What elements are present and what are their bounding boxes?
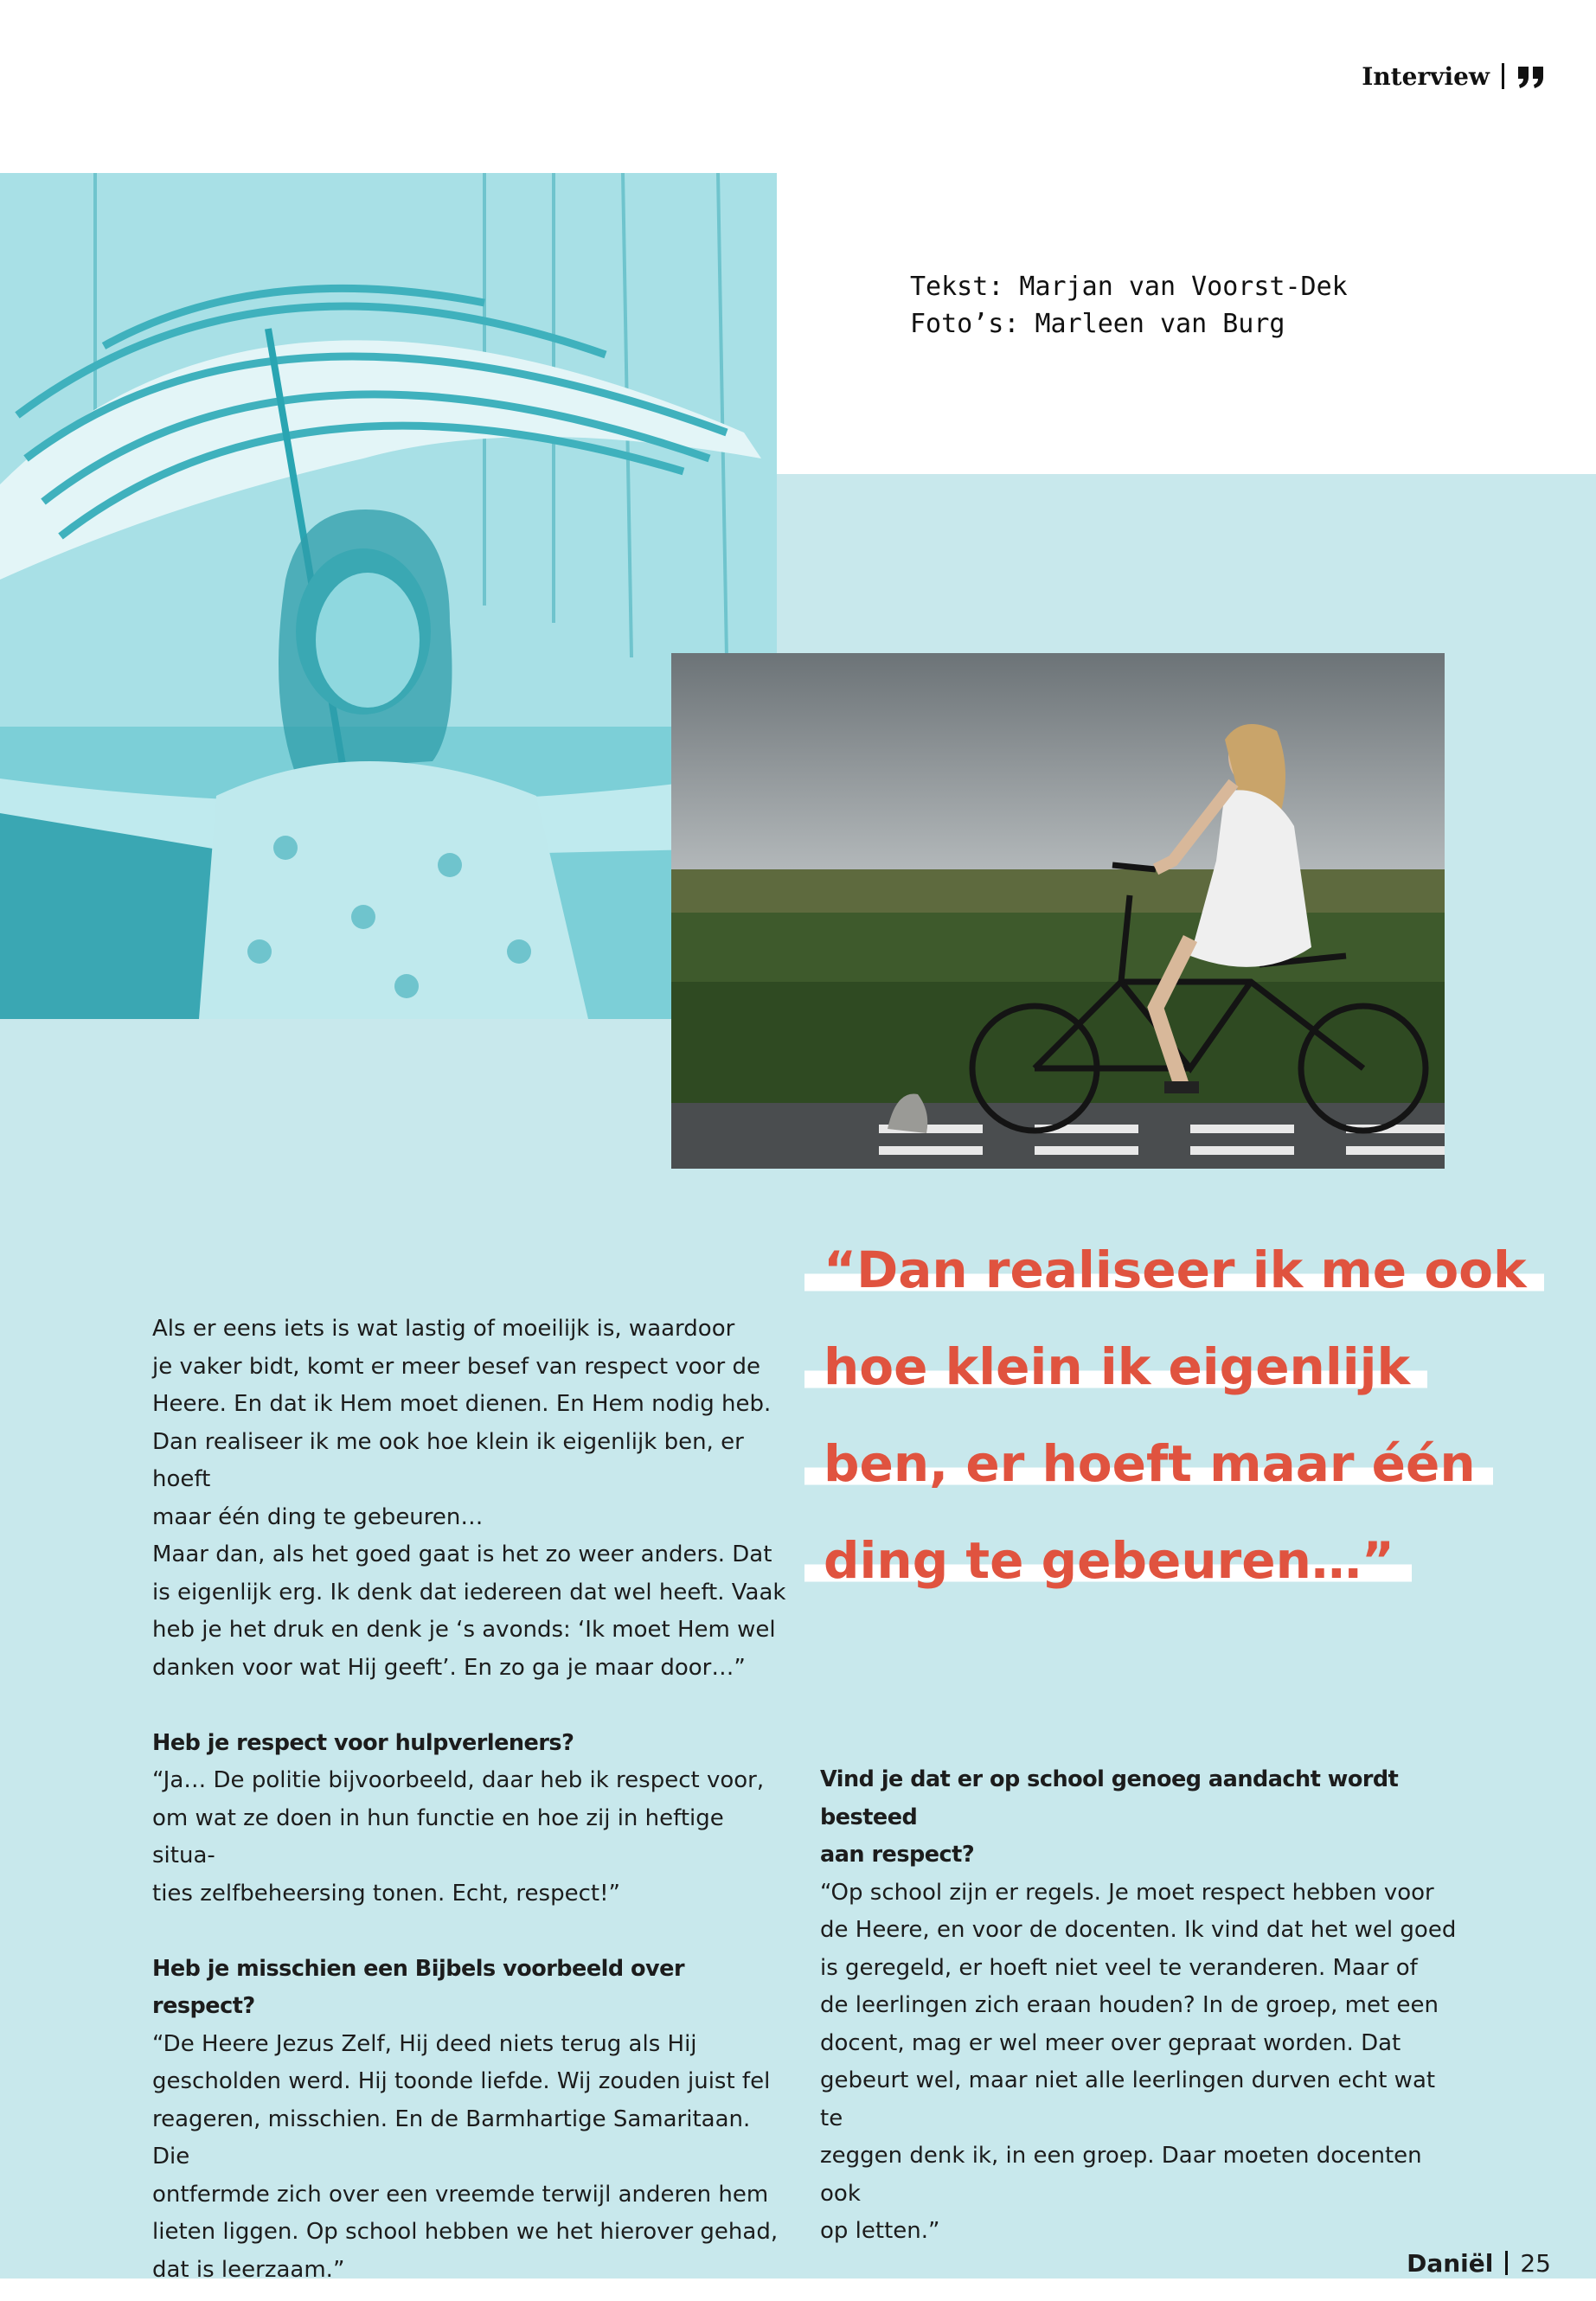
body-line: “Ja… De politie bijvoorbeeld, daar heb ik respect voor,	[152, 1767, 765, 1793]
pull-quote	[804, 1239, 1527, 1626]
interview-question: Heb je respect voor hulpverleners?	[152, 1729, 574, 1756]
footer-divider	[1505, 2251, 1508, 2275]
body-line: maar één ding te gebeuren…	[152, 1503, 484, 1530]
interview-question: aan respect?	[820, 1842, 975, 1868]
body-line: gescholden werd. Hij toonde liefde. Wij zouden juist fel	[152, 2068, 771, 2094]
body-line: lieten liggen. Op school hebben we het hierover gehad,	[152, 2219, 779, 2245]
pull-quote-text: “Dan realiseer ik me ook	[804, 1239, 1544, 1301]
body-line: ties zelfbeheersing tonen. Echt, respect!”	[152, 1880, 620, 1907]
body-line: reageren, misschien. En de Barmhartige Samaritaan. Die	[152, 2106, 751, 2170]
pull-quote-line	[804, 1529, 1497, 1626]
pull-quote-text: hoe klein ik eigenlijk	[804, 1336, 1427, 1398]
body-line: de Heere, en voor de docenten. Ik vind dat het wel goed	[820, 1917, 1457, 1943]
photo-girl-with-umbrella	[0, 173, 777, 1019]
left-text-column	[152, 1311, 792, 2289]
body-line: danken voor wat Hij geeft’. En zo ga je maar door…”	[152, 1654, 746, 1681]
photo-credit: Foto’s: Marleen van Burg	[910, 309, 1285, 339]
body-line: zeggen denk ik, in een groep. Daar moeten docenten ook	[820, 2143, 1422, 2207]
body-line: is geregeld, er hoeft niet veel te veranderen. Maar of	[820, 1954, 1418, 1981]
section-label: Interview	[1362, 61, 1490, 91]
header-divider	[1502, 63, 1504, 89]
text-credit: Tekst: Marjan van Voorst-Dek	[910, 272, 1348, 302]
page-number: 25	[1520, 2248, 1551, 2278]
body-line: Dan realiseer ik me ook hoe klein ik eigenlijk ben, er hoeft	[152, 1428, 744, 1492]
body-line: Maar dan, als het goed gaat is het zo weer anders. Dat	[152, 1541, 772, 1567]
page-header	[1362, 57, 1546, 95]
body-line: “Op school zijn er regels. Je moet respect hebben voor	[820, 1879, 1434, 1906]
pull-quote-line	[804, 1336, 1497, 1433]
pull-quote-line	[804, 1239, 1527, 1336]
body-line: ontfermde zich over een vreemde terwijl anderen hem	[152, 2181, 769, 2208]
body-line: op letten.”	[820, 2218, 940, 2244]
pull-quote-text: ben, er hoeft maar één	[804, 1433, 1493, 1495]
photo-girl-on-bicycle	[671, 653, 1445, 1169]
interview-question: Heb je misschien een Bijbels voorbeeld over respect?	[152, 1955, 685, 2019]
body-line: Als er eens iets is wat lastig of moeilijk is, waardoor	[152, 1316, 735, 1342]
body-line: om wat ze doen in hun functie en hoe zij in heftige situa-	[152, 1804, 724, 1868]
body-line: docent, mag er wel meer over gepraat worden. Dat	[820, 2029, 1401, 2056]
body-line: is eigenlijk erg. Ik denk dat iedereen dat wel heeft. Vaak	[152, 1579, 786, 1606]
interview-question: Vind je dat er op school genoeg aandacht wordt besteed	[820, 1766, 1399, 1830]
magazine-name: Daniël	[1407, 2248, 1494, 2278]
quote-mark-icon	[1516, 63, 1546, 89]
body-line: dat is leerzaam.”	[152, 2256, 345, 2283]
body-line: heb je het druk en denk je ‘s avonds: ‘Ik moet Hem wel	[152, 1617, 776, 1643]
body-line: Heere. En dat ik Hem moet dienen. En Hem nodig heb.	[152, 1391, 772, 1417]
article-credits	[910, 268, 1348, 343]
pull-quote-line	[804, 1433, 1497, 1529]
body-line: de leerlingen zich eraan houden? In de groep, met een	[820, 1992, 1439, 2018]
pull-quote-text: ding te gebeuren…”	[804, 1529, 1412, 1592]
body-line: gebeurt wel, maar niet alle leerlingen durven echt wat te	[820, 2067, 1436, 2131]
body-line: “De Heere Jezus Zelf, Hij deed niets terug als Hij	[152, 2030, 697, 2057]
body-line: je vaker bidt, komt er meer besef van respect voor de	[152, 1353, 760, 1380]
right-text-column	[820, 1761, 1460, 2251]
page-footer	[1407, 2246, 1551, 2280]
